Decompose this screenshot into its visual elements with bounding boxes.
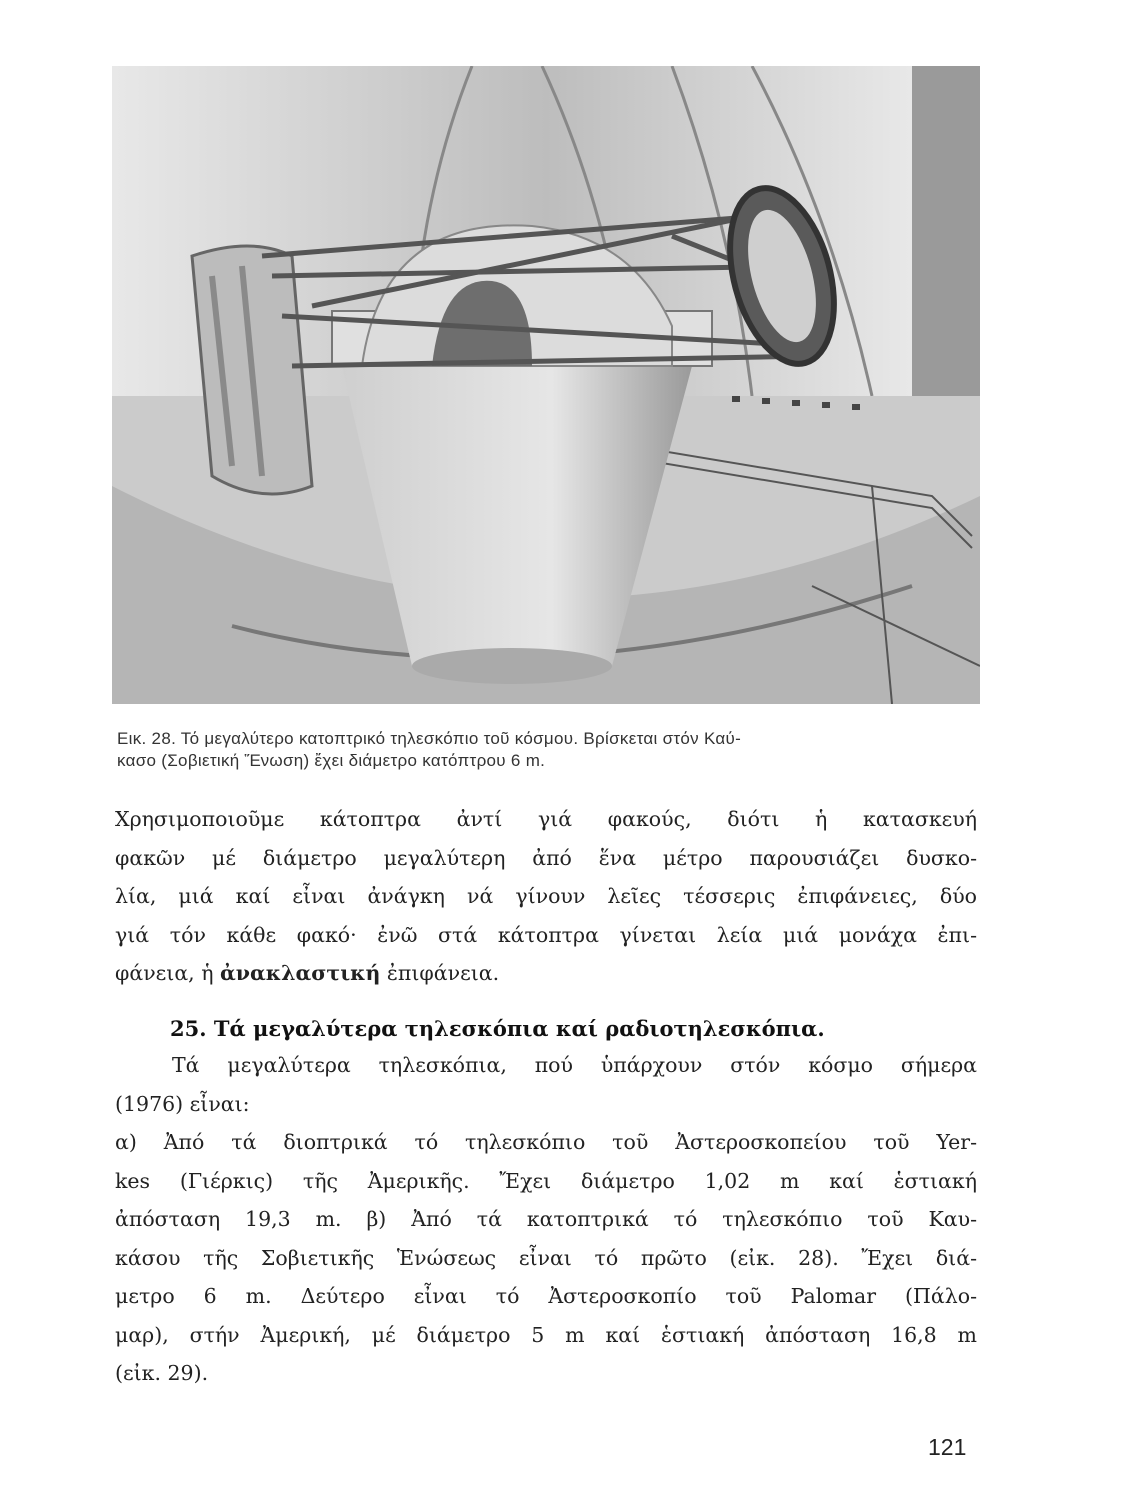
- dome-slit: [912, 66, 980, 396]
- text-line: φακῶν μέ διάμετρο μεγαλύτερη ἀπό ἕνα μέτρο παρουσιάζει δυσκο-: [115, 845, 977, 870]
- section-heading: 25. Τά μεγαλύτερα τηλεσκόπια καί ραδιοτηλεσκόπια.: [170, 1016, 825, 1041]
- text-line: [115, 954, 977, 993]
- caption-line: κασο (Σοβιετική Ἕνωση) ἔχει διάμετρο κατόπτρου 6 m.: [117, 751, 546, 770]
- text-line: Τά μεγαλύτερα τηλεσκόπια, πού ὑπάρχουν στόν κόσμο σήμερα: [172, 1053, 977, 1077]
- text-line: μαρ), στήν Ἀμερική, μέ διάμετρο 5 m καί ἑστιακή ἀπόσταση 16,8 m: [115, 1322, 977, 1347]
- text-span: φάνεια, ἡ: [115, 961, 220, 985]
- text-line: γιά τόν κάθε φακό· ἐνῶ στά κάτοπτρα γίνεται λεία μιά μονάχα ἐπι-: [115, 922, 977, 947]
- text-line: μετρο 6 m. Δεύτερο εἶναι τό Ἀστεροσκοπίο τοῦ Palomar (Πάλο-: [115, 1284, 977, 1308]
- text-line: kes (Γιέρκις) τῆς Ἀμερικῆς. Ἔχει διάμετρο 1,02 m καί ἑστιακή: [115, 1168, 977, 1193]
- telescope-photo: [112, 66, 980, 704]
- text-line: Χρησιμοποιοῦμε κάτοπτρα ἀντί γιά φακούς, διότι ἡ κατασκευή: [115, 807, 977, 831]
- text-line: (εἰκ. 29).: [115, 1361, 209, 1385]
- text-line: (1976) εἶναι:: [115, 1091, 250, 1116]
- paragraph-mirrors: [115, 800, 977, 993]
- page-number: 121: [928, 1434, 967, 1460]
- text-line: α) Ἀπό τά διοπτρικά τό τηλεσκόπιο τοῦ Ἀστεροσκοπείου τοῦ Yer-: [115, 1130, 977, 1154]
- text-line: κάσου τῆς Σοβιετικῆς Ἑνώσεως εἶναι τό πρῶτο (εἰκ. 28). Ἔχει διά-: [115, 1245, 977, 1270]
- caption-line: Εικ. 28. Τό μεγαλύτερο κατοπτρικό τηλεσκόπιο τοῦ κόσμου. Βρίσκεται στόν Καύ-: [117, 729, 742, 748]
- paragraph-largest-telescopes: [115, 1046, 977, 1393]
- text-span: ἐπιφάνεια.: [380, 961, 500, 985]
- text-line: λία, μιά καί εἶναι ἀνάγκη νά γίνουν λεῖες τέσσερις ἐπιφάνειες, δύο: [115, 884, 977, 908]
- figure-caption: [117, 728, 987, 772]
- telescope-illustration: [112, 66, 980, 704]
- bold-term: ἀνακλαστική: [220, 961, 381, 985]
- text-line: ἀπόσταση 19,3 m. β) Ἀπό τά κατοπτρικά τό τηλεσκόπιο τοῦ Καυ-: [115, 1207, 977, 1231]
